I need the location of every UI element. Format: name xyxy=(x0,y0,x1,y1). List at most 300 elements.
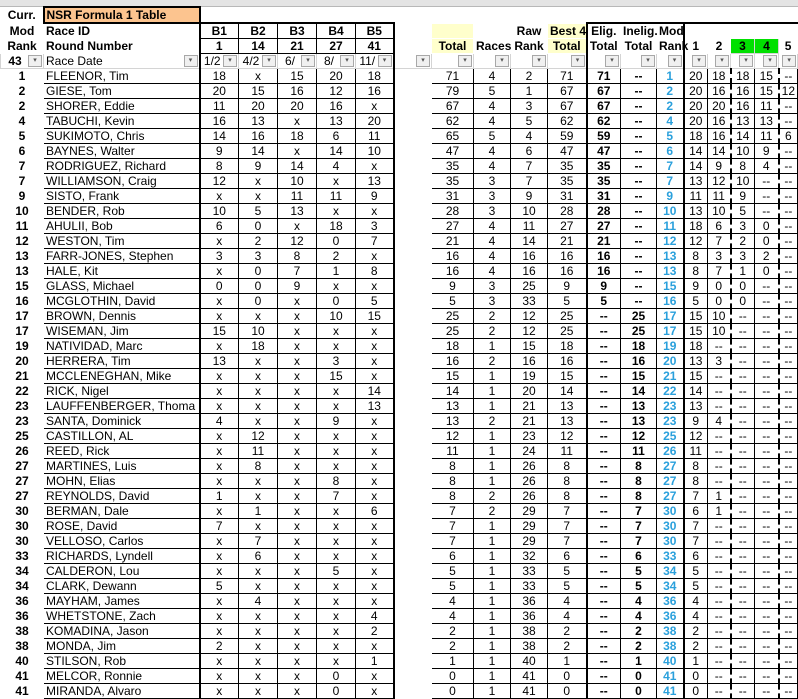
cell-pos5[interactable]: -- xyxy=(779,549,798,564)
cell-pos5[interactable]: -- xyxy=(779,339,798,354)
cell-pos3[interactable]: -- xyxy=(731,594,755,609)
cell-races[interactable]: 4 xyxy=(474,144,511,159)
cell-pos3[interactable]: -- xyxy=(731,489,755,504)
blank-cell[interactable] xyxy=(394,264,432,279)
cell-inelig-total[interactable]: 4 xyxy=(621,594,657,609)
cell-mod-rank[interactable]: 6 xyxy=(657,144,684,159)
cell-b4[interactable]: 1 xyxy=(317,264,356,279)
cell-b5[interactable]: x xyxy=(356,519,394,534)
cell-rank[interactable]: 12 xyxy=(1,234,44,249)
cell-pos3[interactable]: -- xyxy=(731,369,755,384)
cell-pos5[interactable]: -- xyxy=(779,474,798,489)
cell-b2[interactable]: x xyxy=(239,684,278,699)
cell-pos4[interactable]: -- xyxy=(755,429,779,444)
blank-cell[interactable] xyxy=(394,609,432,624)
cell-elig-total[interactable]: 21 xyxy=(587,234,621,249)
cell-name[interactable]: MONDA, Jim xyxy=(44,639,200,654)
cell-b5[interactable]: 7 xyxy=(356,234,394,249)
cell-rank[interactable]: 2 xyxy=(1,99,44,114)
cell-b3[interactable]: x xyxy=(278,669,317,684)
cell-rank[interactable]: 25 xyxy=(1,429,44,444)
cell-best4-total[interactable]: 6 xyxy=(548,549,587,564)
cell-elig-total[interactable]: -- xyxy=(587,444,621,459)
cell-mod-rank[interactable]: 13 xyxy=(657,264,684,279)
cell-name[interactable]: STILSON, Rob xyxy=(44,654,200,669)
cell-b1[interactable]: 11 xyxy=(200,99,239,114)
cell-b5[interactable]: x xyxy=(356,684,394,699)
cell-total[interactable]: 31 xyxy=(432,189,474,204)
cell-pos1[interactable]: 6 xyxy=(684,549,708,564)
cell-best4-total[interactable]: 15 xyxy=(548,369,587,384)
cell-b2[interactable]: 11 xyxy=(239,444,278,459)
cell-elig-total[interactable]: -- xyxy=(587,399,621,414)
cell-elig-total[interactable]: -- xyxy=(587,414,621,429)
cell-b3[interactable]: x xyxy=(278,114,317,129)
cell-pos4[interactable]: -- xyxy=(755,444,779,459)
cell-b1[interactable]: x xyxy=(200,369,239,384)
cell-rank[interactable]: 38 xyxy=(1,639,44,654)
cell-b4[interactable]: x xyxy=(317,534,356,549)
cell-pos4[interactable]: -- xyxy=(755,654,779,669)
cell-pos4[interactable]: 0 xyxy=(755,219,779,234)
cell-pos5[interactable]: -- xyxy=(779,519,798,534)
cell-inelig-total[interactable]: -- xyxy=(621,129,657,144)
cell-best4-total[interactable]: 16 xyxy=(548,249,587,264)
cell-b5[interactable]: 20 xyxy=(356,114,394,129)
cell-inelig-total[interactable]: -- xyxy=(621,99,657,114)
cell-mod-rank[interactable]: 41 xyxy=(657,684,684,699)
cell-pos4[interactable]: 4 xyxy=(755,159,779,174)
cell-best4-total[interactable]: 12 xyxy=(548,429,587,444)
cell-b2[interactable]: x xyxy=(239,399,278,414)
cell-best4-total[interactable]: 9 xyxy=(548,279,587,294)
cell-raw-rank[interactable]: 36 xyxy=(511,594,548,609)
cell-pos1[interactable]: 2 xyxy=(684,639,708,654)
cell-name[interactable]: NATIVIDAD, Marc xyxy=(44,339,200,354)
cell-mod-rank[interactable]: 33 xyxy=(657,549,684,564)
cell-b5[interactable]: x xyxy=(356,594,394,609)
cell-b4[interactable]: x xyxy=(317,324,356,339)
cell-name[interactable]: MCCLENEGHAN, Mike xyxy=(44,369,200,384)
cell-races[interactable]: 2 xyxy=(474,324,511,339)
cell-best4-total[interactable]: 4 xyxy=(548,609,587,624)
cell-pos4[interactable]: -- xyxy=(755,174,779,189)
cell-b4[interactable]: x xyxy=(317,339,356,354)
cell-name[interactable]: CALDERON, Lou xyxy=(44,564,200,579)
cell-b3[interactable]: x xyxy=(278,384,317,399)
cell-pos3[interactable]: 13 xyxy=(731,114,755,129)
cell-pos4[interactable]: 11 xyxy=(755,99,779,114)
cell-b4[interactable]: 0 xyxy=(317,294,356,309)
cell-inelig-total[interactable]: -- xyxy=(621,174,657,189)
cell-elig-total[interactable]: -- xyxy=(587,429,621,444)
cell-pos4[interactable]: -- xyxy=(755,684,779,699)
cell-name[interactable]: HERRERA, Tim xyxy=(44,354,200,369)
cell-b1[interactable]: x xyxy=(200,474,239,489)
cell-name[interactable]: BROWN, Dennis xyxy=(44,309,200,324)
cell-mod-rank[interactable]: 20 xyxy=(657,354,684,369)
cell-best4-total[interactable]: 35 xyxy=(548,174,587,189)
cell-pos3[interactable]: 14 xyxy=(731,129,755,144)
filter-dropdown-icon[interactable]: ▾ xyxy=(495,55,509,67)
cell-name[interactable]: RICHARDS, Lyndell xyxy=(44,549,200,564)
cell-total[interactable]: 0 xyxy=(432,684,474,699)
cell-pos1[interactable]: 0 xyxy=(684,669,708,684)
cell-b4[interactable]: x xyxy=(317,384,356,399)
cell-b4[interactable]: 8 xyxy=(317,474,356,489)
cell-best4-total[interactable]: 25 xyxy=(548,324,587,339)
cell-rank[interactable]: 30 xyxy=(1,519,44,534)
cell-elig-total[interactable]: 27 xyxy=(587,219,621,234)
cell-pos1[interactable]: 15 xyxy=(684,324,708,339)
cell-b2[interactable]: 5 xyxy=(239,204,278,219)
cell-pos1[interactable]: 9 xyxy=(684,279,708,294)
blank-cell[interactable] xyxy=(394,204,432,219)
cell-mod-rank[interactable]: 15 xyxy=(657,279,684,294)
cell-pos5[interactable]: -- xyxy=(779,684,798,699)
cell-pos4[interactable]: -- xyxy=(755,669,779,684)
cell-b1[interactable]: x xyxy=(200,684,239,699)
cell-rank[interactable]: 23 xyxy=(1,399,44,414)
cell-inelig-total[interactable]: 13 xyxy=(621,414,657,429)
cell-b3[interactable]: 16 xyxy=(278,84,317,99)
cell-raw-rank[interactable]: 40 xyxy=(511,654,548,669)
cell-pos2[interactable]: 7 xyxy=(708,264,731,279)
cell-b3[interactable]: x xyxy=(278,684,317,699)
cell-pos4[interactable]: -- xyxy=(755,294,779,309)
cell-total[interactable]: 62 xyxy=(432,114,474,129)
cell-elig-total[interactable]: -- xyxy=(587,369,621,384)
cell-b1[interactable]: 7 xyxy=(200,519,239,534)
cell-rank[interactable]: 16 xyxy=(1,294,44,309)
cell-name[interactable]: SUKIMOTO, Chris xyxy=(44,129,200,144)
cell-b3[interactable]: x xyxy=(278,144,317,159)
cell-races[interactable]: 4 xyxy=(474,159,511,174)
blank-cell[interactable] xyxy=(394,534,432,549)
cell-pos1[interactable]: 0 xyxy=(684,684,708,699)
blank-cell[interactable] xyxy=(394,594,432,609)
cell-raw-rank[interactable]: 29 xyxy=(511,504,548,519)
cell-name[interactable]: MELCOR, Ronnie xyxy=(44,669,200,684)
cell-name[interactable]: BERMAN, Dale xyxy=(44,504,200,519)
cell-pos2[interactable]: 11 xyxy=(708,189,731,204)
cell-mod-rank[interactable]: 17 xyxy=(657,324,684,339)
cell-pos1[interactable]: 12 xyxy=(684,429,708,444)
cell-raw-rank[interactable]: 38 xyxy=(511,639,548,654)
cell-rank[interactable]: 30 xyxy=(1,534,44,549)
cell-total[interactable]: 35 xyxy=(432,174,474,189)
cell-raw-rank[interactable]: 20 xyxy=(511,384,548,399)
cell-pos1[interactable]: 8 xyxy=(684,264,708,279)
cell-b2[interactable]: x xyxy=(239,309,278,324)
cell-best4-total[interactable]: 14 xyxy=(548,384,587,399)
cell-pos4[interactable]: -- xyxy=(755,384,779,399)
cell-total[interactable]: 5 xyxy=(432,579,474,594)
blank-cell[interactable] xyxy=(394,129,432,144)
cell-raw-rank[interactable]: 12 xyxy=(511,324,548,339)
cell-rank[interactable]: 40 xyxy=(1,654,44,669)
cell-best4-total[interactable]: 13 xyxy=(548,414,587,429)
cell-inelig-total[interactable]: 13 xyxy=(621,399,657,414)
cell-b4[interactable]: 13 xyxy=(317,114,356,129)
cell-b2[interactable]: x xyxy=(239,474,278,489)
cell-best4-total[interactable]: 8 xyxy=(548,459,587,474)
cell-pos2[interactable]: 16 xyxy=(708,114,731,129)
cell-total[interactable]: 7 xyxy=(432,504,474,519)
cell-total[interactable]: 27 xyxy=(432,219,474,234)
cell-b2[interactable]: 9 xyxy=(239,159,278,174)
cell-races[interactable]: 4 xyxy=(474,219,511,234)
cell-name[interactable]: LAUFFENBERGER, Thoma xyxy=(44,399,200,414)
cell-elig-total[interactable]: 47 xyxy=(587,144,621,159)
cell-inelig-total[interactable]: 16 xyxy=(621,354,657,369)
cell-raw-rank[interactable]: 21 xyxy=(511,399,548,414)
cell-pos3[interactable]: -- xyxy=(731,609,755,624)
cell-b5[interactable]: 4 xyxy=(356,609,394,624)
blank-cell[interactable] xyxy=(394,489,432,504)
cell-pos2[interactable]: -- xyxy=(708,594,731,609)
cell-b2[interactable]: x xyxy=(239,654,278,669)
cell-races[interactable]: 3 xyxy=(474,204,511,219)
cell-rank[interactable]: 41 xyxy=(1,669,44,684)
cell-name[interactable]: CLARK, Dewann xyxy=(44,579,200,594)
cell-rank[interactable]: 17 xyxy=(1,324,44,339)
cell-mod-rank[interactable]: 36 xyxy=(657,594,684,609)
cell-b1[interactable]: 4 xyxy=(200,414,239,429)
cell-pos4[interactable]: -- xyxy=(755,519,779,534)
cell-b4[interactable]: x xyxy=(317,624,356,639)
cell-pos2[interactable]: 10 xyxy=(708,204,731,219)
cell-b1[interactable]: 18 xyxy=(200,69,239,84)
cell-total[interactable]: 4 xyxy=(432,609,474,624)
cell-best4-total[interactable]: 13 xyxy=(548,399,587,414)
cell-elig-total[interactable]: 28 xyxy=(587,204,621,219)
cell-elig-total[interactable]: -- xyxy=(587,309,621,324)
cell-races[interactable]: 3 xyxy=(474,174,511,189)
cell-best4-total[interactable]: 16 xyxy=(548,264,587,279)
cell-raw-rank[interactable]: 33 xyxy=(511,294,548,309)
cell-elig-total[interactable]: -- xyxy=(587,339,621,354)
cell-b1[interactable]: x xyxy=(200,594,239,609)
cell-b3[interactable]: x xyxy=(278,609,317,624)
filter-dropdown-icon[interactable]: ▾ xyxy=(28,55,42,67)
cell-pos3[interactable]: -- xyxy=(731,399,755,414)
cell-pos4[interactable]: -- xyxy=(755,534,779,549)
cell-inelig-total[interactable]: -- xyxy=(621,279,657,294)
cell-b1[interactable]: x xyxy=(200,444,239,459)
cell-b5[interactable]: 8 xyxy=(356,264,394,279)
cell-best4-total[interactable]: 7 xyxy=(548,519,587,534)
cell-inelig-total[interactable]: 8 xyxy=(621,489,657,504)
cell-b4[interactable]: 0 xyxy=(317,669,356,684)
cell-b1[interactable]: 9 xyxy=(200,144,239,159)
filter-dropdown-icon[interactable]: ▾ xyxy=(340,55,354,67)
cell-pos2[interactable]: -- xyxy=(708,459,731,474)
cell-pos3[interactable]: -- xyxy=(731,309,755,324)
cell-best4-total[interactable]: 31 xyxy=(548,189,587,204)
cell-b3[interactable]: 10 xyxy=(278,174,317,189)
cell-best4-total[interactable]: 5 xyxy=(548,579,587,594)
blank-cell[interactable] xyxy=(394,519,432,534)
cell-raw-rank[interactable]: 19 xyxy=(511,369,548,384)
cell-pos3[interactable]: -- xyxy=(731,534,755,549)
filter-dropdown-icon[interactable]: ▾ xyxy=(605,55,619,67)
cell-pos1[interactable]: 20 xyxy=(684,84,708,99)
cell-rank[interactable]: 26 xyxy=(1,444,44,459)
cell-raw-rank[interactable]: 16 xyxy=(511,249,548,264)
cell-races[interactable]: 1 xyxy=(474,369,511,384)
cell-rank[interactable]: 20 xyxy=(1,354,44,369)
cell-races[interactable]: 1 xyxy=(474,399,511,414)
cell-elig-total[interactable]: 16 xyxy=(587,249,621,264)
cell-best4-total[interactable]: 8 xyxy=(548,474,587,489)
cell-b1[interactable]: x xyxy=(200,399,239,414)
cell-b4[interactable]: 0 xyxy=(317,234,356,249)
cell-mod-rank[interactable]: 30 xyxy=(657,534,684,549)
cell-name[interactable]: BENDER, Rob xyxy=(44,204,200,219)
cell-b4[interactable]: x xyxy=(317,204,356,219)
cell-b4[interactable]: x xyxy=(317,519,356,534)
cell-b4[interactable]: x xyxy=(317,594,356,609)
cell-b2[interactable]: x xyxy=(239,564,278,579)
cell-pos2[interactable]: 0 xyxy=(708,294,731,309)
cell-b2[interactable]: 20 xyxy=(239,99,278,114)
cell-inelig-total[interactable]: 25 xyxy=(621,309,657,324)
cell-best4-total[interactable]: 0 xyxy=(548,684,587,699)
cell-rank[interactable]: 38 xyxy=(1,624,44,639)
cell-b5[interactable]: x xyxy=(356,549,394,564)
cell-elig-total[interactable]: -- xyxy=(587,564,621,579)
cell-rank[interactable]: 5 xyxy=(1,129,44,144)
cell-b4[interactable]: x xyxy=(317,639,356,654)
cell-b2[interactable]: x xyxy=(239,624,278,639)
cell-b5[interactable]: x xyxy=(356,369,394,384)
cell-pos3[interactable]: 3 xyxy=(731,249,755,264)
cell-pos1[interactable]: 12 xyxy=(684,234,708,249)
cell-b1[interactable]: x xyxy=(200,189,239,204)
cell-total[interactable]: 47 xyxy=(432,144,474,159)
filter-dropdown-icon[interactable]: ▾ xyxy=(668,55,682,67)
cell-b1[interactable]: 20 xyxy=(200,84,239,99)
cell-inelig-total[interactable]: 14 xyxy=(621,384,657,399)
cell-b3[interactable]: 18 xyxy=(278,129,317,144)
cell-races[interactable]: 1 xyxy=(474,624,511,639)
cell-pos1[interactable]: 18 xyxy=(684,219,708,234)
cell-pos5[interactable]: -- xyxy=(779,444,798,459)
cell-elig-total[interactable]: -- xyxy=(587,639,621,654)
cell-total[interactable]: 14 xyxy=(432,384,474,399)
cell-b2[interactable]: x xyxy=(239,414,278,429)
cell-mod-rank[interactable]: 7 xyxy=(657,159,684,174)
cell-elig-total[interactable]: -- xyxy=(587,594,621,609)
cell-pos4[interactable]: -- xyxy=(755,609,779,624)
cell-b4[interactable]: 7 xyxy=(317,489,356,504)
cell-pos4[interactable]: -- xyxy=(755,579,779,594)
cell-inelig-total[interactable]: -- xyxy=(621,234,657,249)
cell-b2[interactable]: x xyxy=(239,579,278,594)
cell-pos1[interactable]: 14 xyxy=(684,159,708,174)
cell-races[interactable]: 1 xyxy=(474,474,511,489)
cell-best4-total[interactable]: 71 xyxy=(548,69,587,84)
cell-name[interactable]: MOHN, Elias xyxy=(44,474,200,489)
cell-pos2[interactable]: 10 xyxy=(708,324,731,339)
cell-mod-rank[interactable]: 4 xyxy=(657,114,684,129)
cell-pos5[interactable]: -- xyxy=(779,204,798,219)
cell-total[interactable]: 7 xyxy=(432,534,474,549)
cell-best4-total[interactable]: 0 xyxy=(548,669,587,684)
cell-pos5[interactable]: -- xyxy=(779,459,798,474)
cell-b1[interactable]: 13 xyxy=(200,354,239,369)
cell-name[interactable]: REED, Rick xyxy=(44,444,200,459)
cell-b5[interactable]: 11 xyxy=(356,129,394,144)
cell-pos5[interactable]: -- xyxy=(779,324,798,339)
cell-pos2[interactable]: 7 xyxy=(708,234,731,249)
blank-cell[interactable] xyxy=(394,99,432,114)
cell-pos3[interactable]: 10 xyxy=(731,144,755,159)
cell-total[interactable]: 13 xyxy=(432,414,474,429)
cell-pos5[interactable]: -- xyxy=(779,69,798,84)
cell-pos3[interactable]: -- xyxy=(731,444,755,459)
cell-b5[interactable]: x xyxy=(356,324,394,339)
cell-b5[interactable]: 5 xyxy=(356,294,394,309)
cell-pos2[interactable]: -- xyxy=(708,684,731,699)
cell-mod-rank[interactable]: 34 xyxy=(657,564,684,579)
blank-cell[interactable] xyxy=(394,549,432,564)
cell-raw-rank[interactable]: 26 xyxy=(511,489,548,504)
cell-pos5[interactable]: -- xyxy=(779,249,798,264)
cell-raw-rank[interactable]: 5 xyxy=(511,114,548,129)
cell-pos3[interactable]: 10 xyxy=(731,174,755,189)
cell-pos1[interactable]: 9 xyxy=(684,414,708,429)
cell-b2[interactable]: 15 xyxy=(239,84,278,99)
cell-b2[interactable]: 0 xyxy=(239,279,278,294)
cell-b5[interactable]: x xyxy=(356,579,394,594)
cell-inelig-total[interactable]: 2 xyxy=(621,624,657,639)
cell-total[interactable]: 7 xyxy=(432,519,474,534)
cell-total[interactable]: 16 xyxy=(432,249,474,264)
cell-raw-rank[interactable]: 14 xyxy=(511,234,548,249)
cell-pos2[interactable]: -- xyxy=(708,564,731,579)
cell-pos1[interactable]: 15 xyxy=(684,309,708,324)
cell-b1[interactable]: x xyxy=(200,564,239,579)
cell-rank[interactable]: 22 xyxy=(1,384,44,399)
cell-pos5[interactable]: -- xyxy=(779,669,798,684)
cell-b2[interactable]: x xyxy=(239,354,278,369)
cell-best4-total[interactable]: 35 xyxy=(548,159,587,174)
cell-mod-rank[interactable]: 27 xyxy=(657,474,684,489)
cell-name[interactable]: WISEMAN, Jim xyxy=(44,324,200,339)
cell-races[interactable]: 1 xyxy=(474,519,511,534)
cell-inelig-total[interactable]: 8 xyxy=(621,459,657,474)
cell-pos3[interactable]: 1 xyxy=(731,264,755,279)
cell-pos4[interactable]: -- xyxy=(755,624,779,639)
cell-pos1[interactable]: 20 xyxy=(684,69,708,84)
cell-mod-rank[interactable]: 38 xyxy=(657,639,684,654)
cell-name[interactable]: SISTO, Frank xyxy=(44,189,200,204)
blank-cell[interactable] xyxy=(394,174,432,189)
cell-b3[interactable]: x xyxy=(278,459,317,474)
cell-b5[interactable]: x xyxy=(356,639,394,654)
filter-dropdown-icon[interactable]: ▾ xyxy=(532,55,546,67)
cell-pos4[interactable]: -- xyxy=(755,594,779,609)
cell-best4-total[interactable]: 8 xyxy=(548,489,587,504)
cell-races[interactable]: 4 xyxy=(474,249,511,264)
cell-b5[interactable]: 1 xyxy=(356,654,394,669)
cell-elig-total[interactable]: -- xyxy=(587,459,621,474)
cell-total[interactable]: 8 xyxy=(432,459,474,474)
cell-b1[interactable]: x xyxy=(200,429,239,444)
cell-races[interactable]: 1 xyxy=(474,429,511,444)
